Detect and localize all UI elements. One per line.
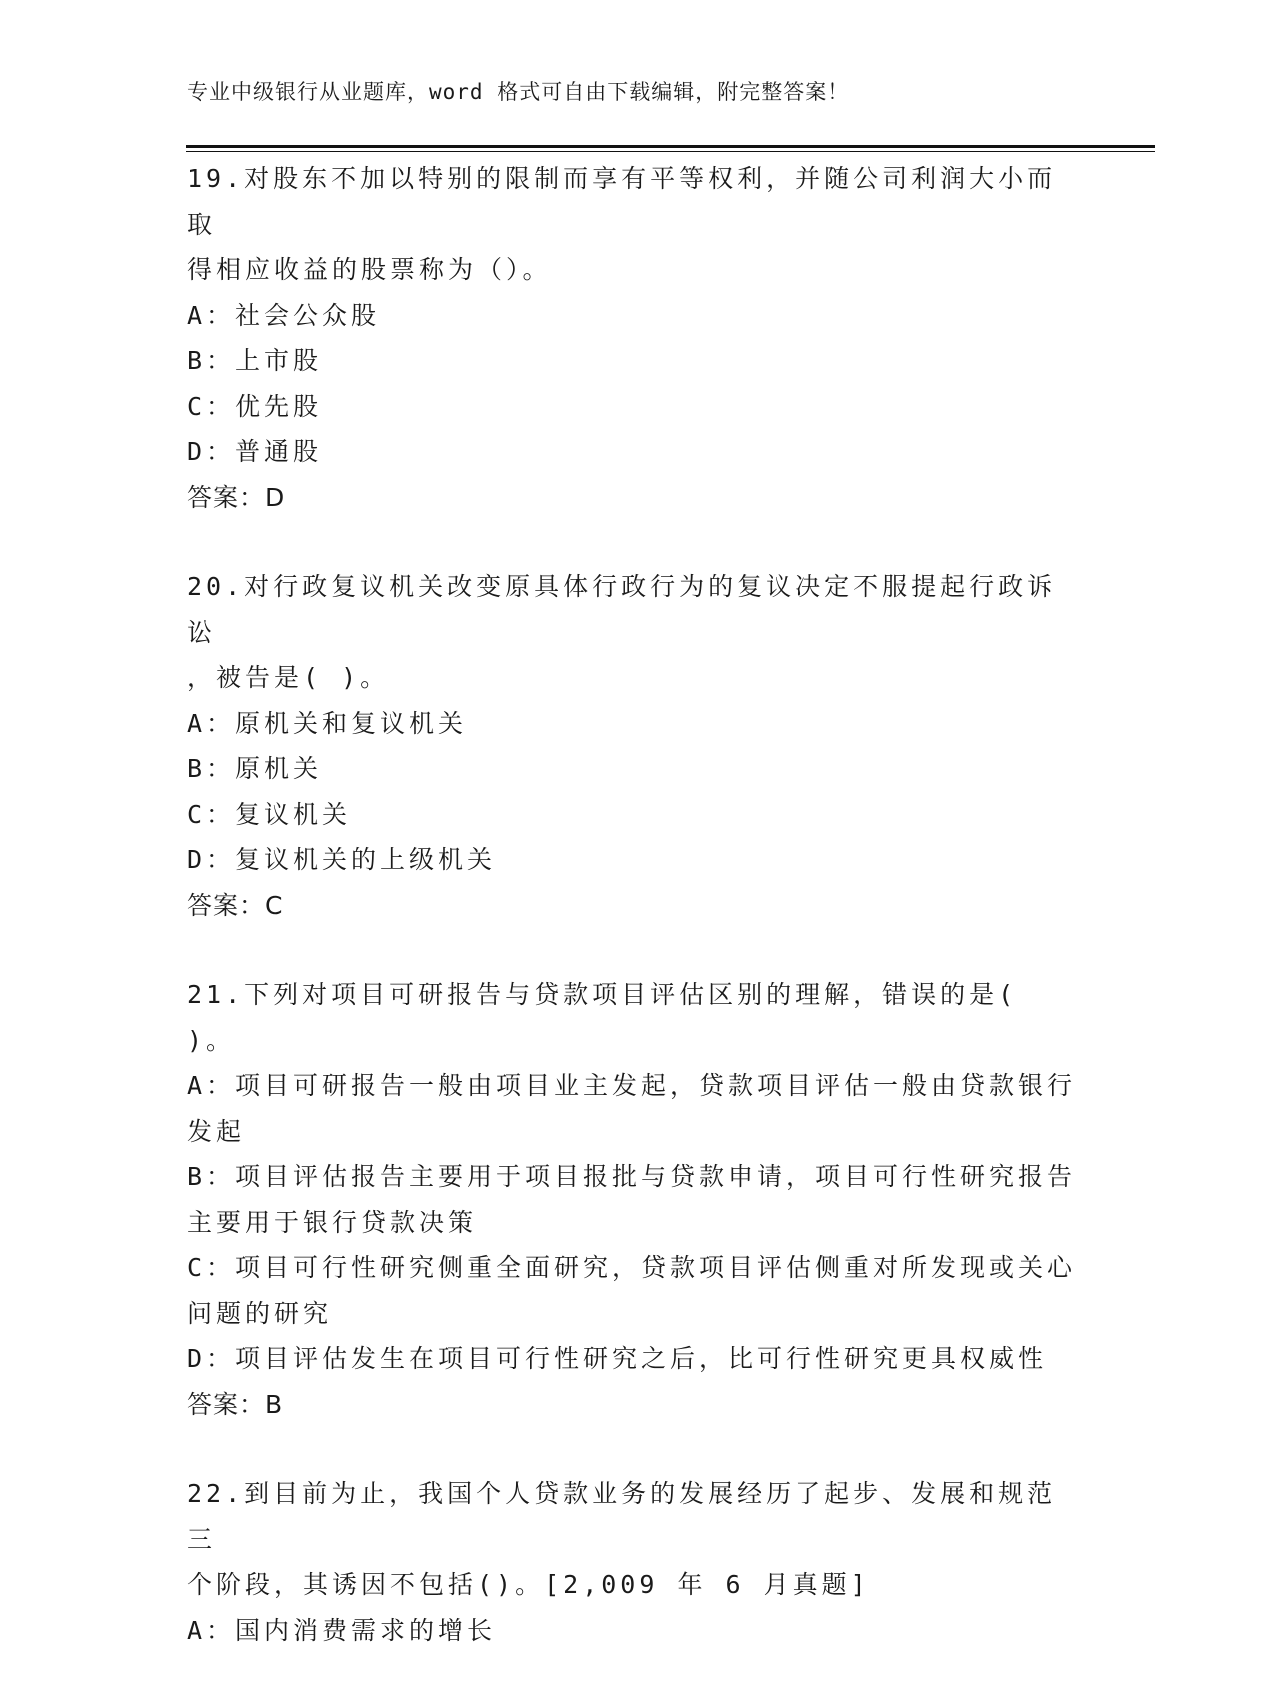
option-c: C：优先股 [187, 391, 323, 421]
question-stem-line: 20.对行政复议机关改变原具体行政行为的复议决定不服提起行政诉讼 [187, 572, 1057, 647]
option-c-continued: 问题的研究 [187, 1298, 333, 1328]
option-a: A：国内消费需求的增长 [187, 1615, 497, 1645]
header-rule-thick [186, 145, 1155, 148]
option-a: A：项目可研报告一般由项目业主发起，贷款项目评估一般由贷款银行 [187, 1071, 1077, 1100]
question-stem-line: 19.对股东不加以特别的限制而享有平等权利，并随公司利润大小而取 [187, 164, 1057, 239]
option-d: D：普通股 [187, 437, 323, 466]
option-a-continued: 发起 [187, 1116, 246, 1146]
question-21 [187, 972, 1077, 1427]
option-b-continued: 主要用于银行贷款决策 [187, 1207, 478, 1237]
answer: 答案：D [187, 482, 286, 512]
question-20 [187, 564, 1077, 928]
page-header: 专业中级银行从业题库，word 格式可自由下载编辑，附完整答案！ [187, 80, 850, 104]
option-b: B：上市股 [187, 346, 323, 375]
option-c: C：项目可行性研究侧重全面研究，贷款项目评估侧重对所发现或关心 [187, 1253, 1077, 1282]
question-stem-line: 22.到目前为止，我国个人贷款业务的发展经历了起步、发展和规范三 [187, 1479, 1057, 1554]
question-19 [187, 156, 1077, 520]
option-a: A：社会公众股 [187, 300, 381, 330]
question-stem-line: 21.下列对项目可研报告与贷款项目评估区别的理解，错误的是( )。 [187, 980, 1018, 1055]
option-b: B：原机关 [187, 754, 323, 783]
question-22 [187, 1471, 1077, 1653]
option-d: D：复议机关的上级机关 [187, 845, 497, 874]
option-b: B：项目评估报告主要用于项目报批与贷款申请，项目可行性研究报告 [187, 1162, 1077, 1191]
header-rule-thin [186, 151, 1155, 152]
question-stem-line: 得相应收益的股票称为（）。 [187, 255, 552, 284]
question-stem-line: ，被告是( )。 [187, 663, 390, 692]
question-list [187, 156, 1077, 1697]
option-d: D：项目评估发生在项目可行性研究之后，比可行性研究更具权威性 [187, 1344, 1048, 1373]
answer: 答案：B [187, 1389, 284, 1419]
option-a: A：原机关和复议机关 [187, 708, 468, 738]
question-stem-line: 个阶段，其诱因不包括()。[2,009 年 6 月真题] [187, 1570, 870, 1599]
option-c: C：复议机关 [187, 799, 352, 829]
answer: 答案：C [187, 890, 284, 920]
